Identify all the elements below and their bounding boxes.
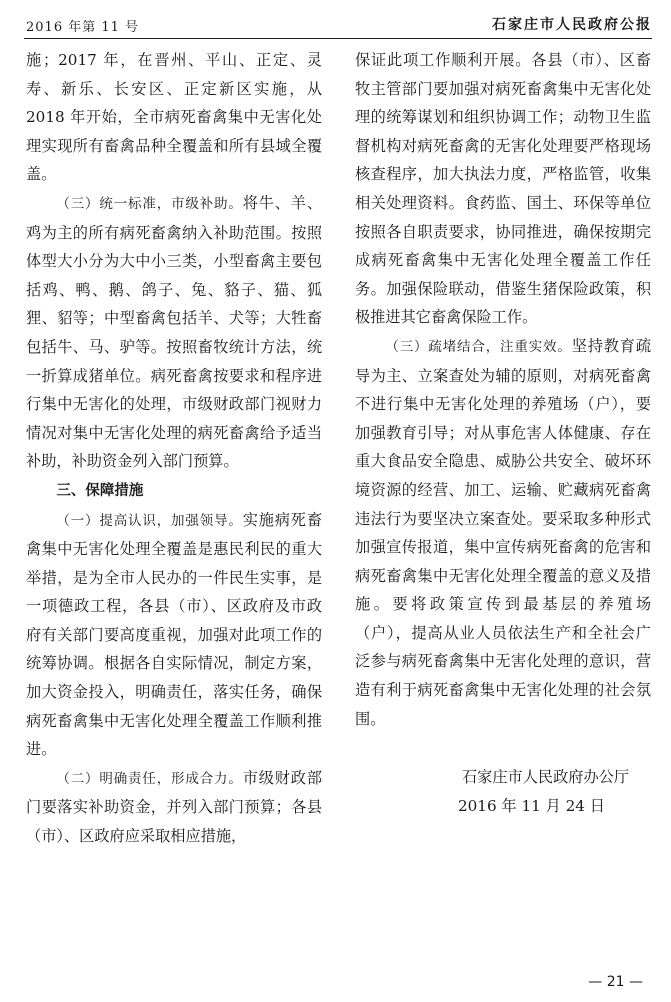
paragraph-subsidy (26, 189, 322, 476)
subheading-responsibility: （二）明确责任，形成合力。 (56, 770, 243, 787)
right-column (355, 46, 651, 821)
paragraph-continued-right: 保证此项工作顺利开展。各县（市）、区畜牧主管部门要加强对病死畜禽集中无害化处理的统筹谋划和组织协调工作；动物卫生监督机构对病死畜禽的无害化处理要严格现场核查程序，加大执法力度，严格监管，收集相关处理资料。食药监、国土、环保等单位按照各自职责要求，协同推进，确保按期完成病死畜禽集中无害化处理全覆盖工作任务。加强保险联动，借鉴生猪保险政策，积极推进其它畜禽保险工作。 (355, 51, 651, 327)
paragraph-responsibility-body: 市级财政部门要落实补助资金，并列入部门预算；各县（市）、区政府应采取相应措施， (26, 768, 323, 846)
signature-block (355, 763, 651, 821)
paragraph-subsidy-body: 将牛、羊、鸡为主的所有病死畜禽纳入补助范围。按照体型大小分为大中小三类，小型畜禽主要包括鸡、鸭、鹅、鸽子、兔、貉子、猫、狐狸、貂等；中型畜禽包括羊、犬等；大牲畜包括牛、马、驴等。按照畜牧统计方法，统一折算成猪单位。病死畜禽按要求和程序进行集中无害化的处理，市级财政部门视财力情况对集中无害化处理的病死畜禽给予适当补助，补助资金列入部门预算。 (26, 193, 323, 471)
paragraph-continued: 施；2017 年，在晋州、平山、正定、灵寿、新乐、长安区、正定新区实施，从 2018 年开始，全市病死畜禽集中无害化处理实现所有畜禽品种全覆盖和所有县域全覆盖。 (26, 51, 322, 184)
paragraph-awareness-body: 实施病死畜禽集中无害化处理全覆盖是惠民利民的重大举措，是为全市人民办的一件民生实事，是一项德政工程，各县（市）、区政府及市政府有关部门要高度重视，加强对此项工作的统筹协调。根据各自实际情况，制定方案，加大资金投入，明确责任，落实任务，确保病死畜禽集中无害化处理全覆盖工作顺利推进。 (26, 510, 323, 759)
subheading-results: （三）疏堵结合，注重实效。 (385, 338, 572, 355)
signature-org: 石家庄市人民政府办公厅 (461, 768, 629, 787)
subheading-awareness: （一）提高认识，加强领导。 (56, 512, 243, 529)
paragraph-results-body: 坚持教育疏导为主、立案查处为辅的原则，对病死畜禽不进行集中无害化处理的养殖场（户），要加强教育引导；对从事危害人体健康、存在重大食品安全隐患、威胁公共安全、破坏环境资源的经营、加工、运输、贮藏病死畜禽违法行为要坚决立案查处。要采取多种形式加强宣传报道，集中宣传病死畜禽的危害和病死畜禽集中无害化处理全覆盖的意义及措施。要将政策宣传到最基层的养殖场（户），提高从业人员依法生产和全社会广泛参与病死畜禽集中无害化处理的意识，营造有利于病死畜禽集中无害化处理的社会氛围。 (355, 336, 652, 728)
page-number: — 21 — (588, 974, 643, 990)
paragraph-responsibility (26, 764, 322, 851)
page-header (24, 12, 652, 39)
paragraph-results (355, 332, 651, 733)
section-heading (26, 476, 322, 506)
section-heading-text: 三、保障措施 (56, 482, 144, 499)
left-column (26, 46, 322, 851)
issue-label: 2016 年第 11 号 (26, 20, 140, 35)
journal-title: 石家庄市人民政府公报 (492, 17, 652, 33)
signature-date: 2016 年 11 月 24 日 (457, 797, 605, 816)
paragraph-awareness (26, 506, 322, 764)
subheading-subsidy: （三）统一标准，市级补助。 (56, 195, 243, 212)
